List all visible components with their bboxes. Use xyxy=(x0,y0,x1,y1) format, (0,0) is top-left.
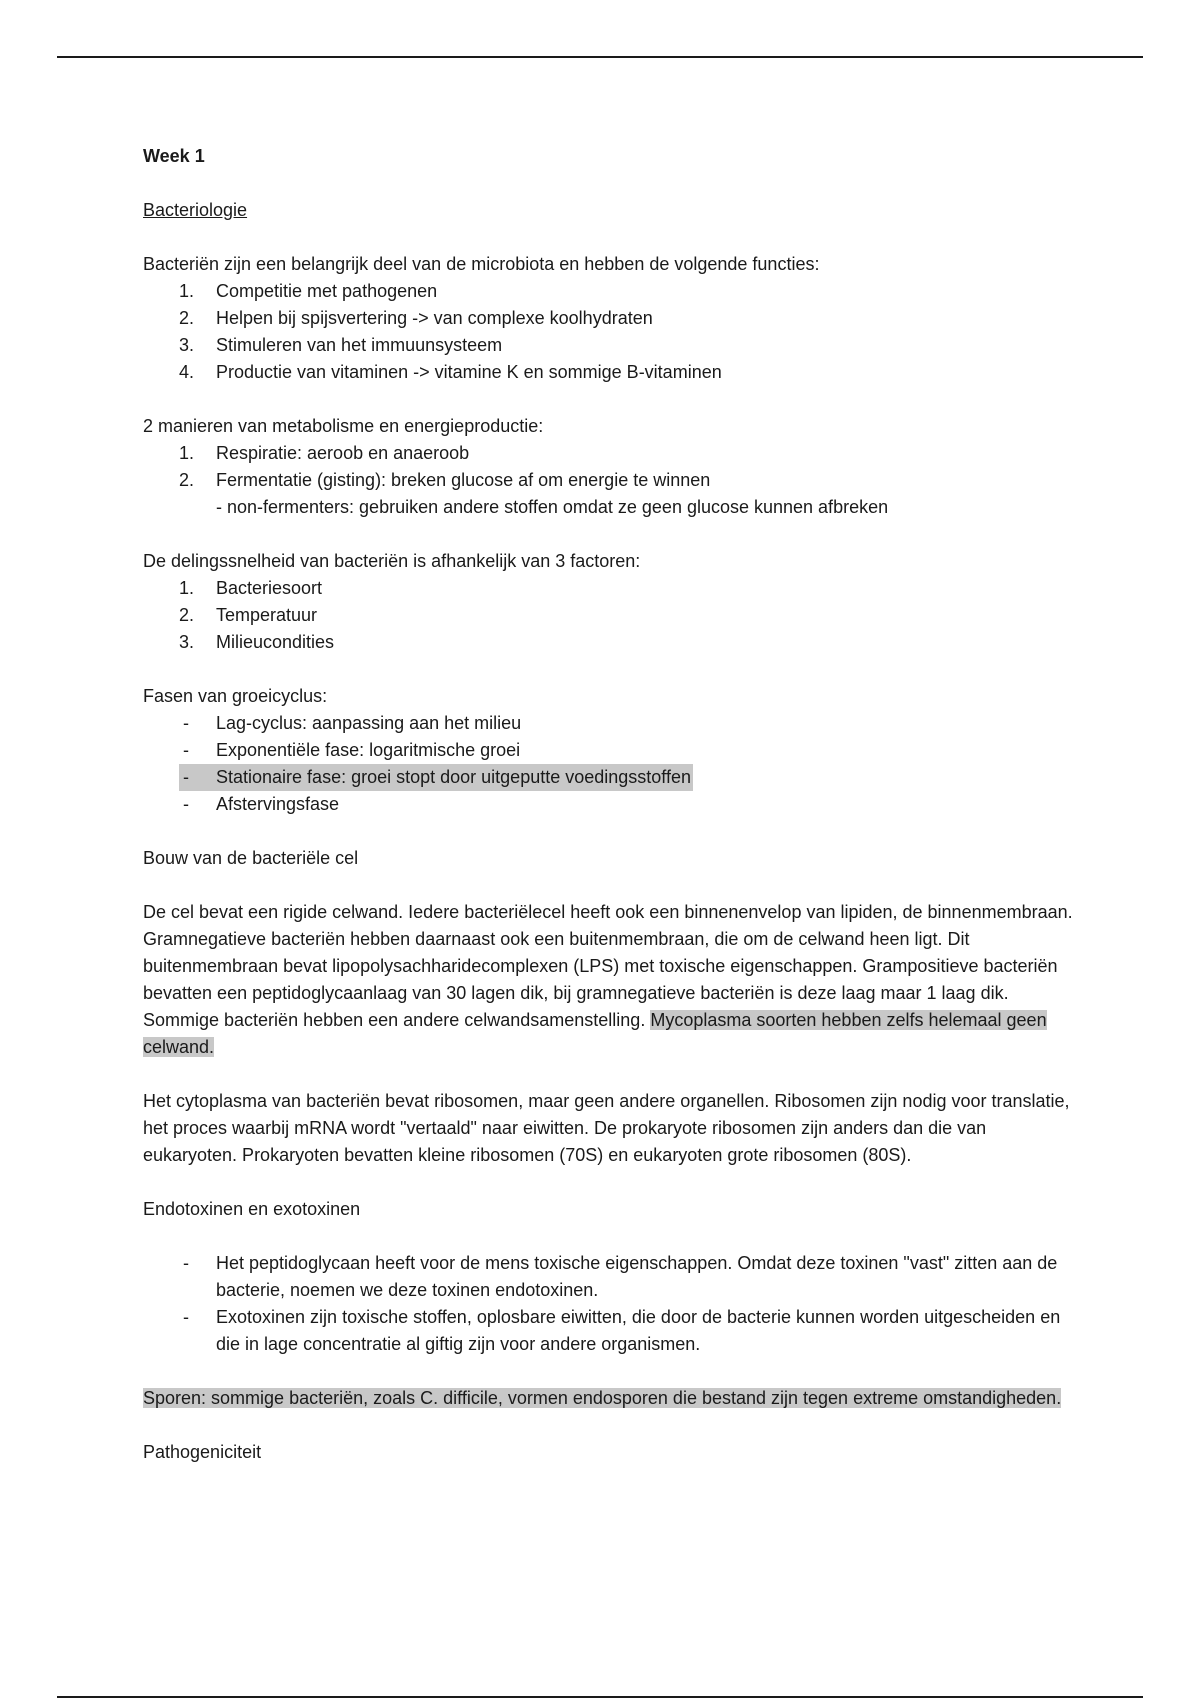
list-item: 1. Bacteriesoort xyxy=(179,578,323,598)
cell-highlight: Mycoplasma soorten hebben zelfs helemaal geen celwand. xyxy=(143,1010,1047,1057)
list-item: - Afstervingsfase xyxy=(183,794,340,814)
list-item: 1. Respiratie: aeroob en anaeroob xyxy=(179,443,470,463)
metabolism-intro: 2 manieren van metabolisme en energieproductie: xyxy=(143,416,544,436)
metabolism-list xyxy=(143,440,1073,494)
cell-heading: Bouw van de bacteriële cel xyxy=(143,848,359,868)
toxins-list xyxy=(143,1250,1073,1358)
list-item: 3. Milieucondities xyxy=(179,632,335,652)
division-list xyxy=(143,575,1073,656)
header-rule xyxy=(57,56,1143,58)
list-item: 2. Fermentatie (gisting): breken glucose af om energie te winnen xyxy=(179,470,711,490)
toxins-heading: Endotoxinen en exotoxinen xyxy=(143,1199,361,1219)
list-item: 1. Competitie met pathogenen xyxy=(179,281,438,301)
growth-intro: Fasen van groeicyclus: xyxy=(143,686,328,706)
list-item: 3. Stimuleren van het immuunsysteem xyxy=(179,335,503,355)
spores-highlight: Sporen: sommige bacteriën, zoals C. difficile, vormen endosporen die bestand zijn tegen extreme omstandigheden. xyxy=(143,1388,1062,1408)
list-item: 4. Productie van vitaminen -> vitamine K en sommige B-vitaminen xyxy=(179,362,722,382)
list-item: - Exotoxinen zijn toxische stoffen, oplosbare eiwitten, die door de bacterie kunnen worden uitgescheiden en die in lage concentratie al giftig zijn voor andere organismen. xyxy=(183,1307,1061,1354)
footer-rule xyxy=(57,1696,1143,1698)
list-item: - Het peptidoglycaan heeft voor de mens toxische eigenschappen. Omdat deze toxinen "vast" zitten aan de bacterie, noemen we deze toxinen endotoxinen. xyxy=(183,1253,1058,1300)
functions-intro: Bacteriën zijn een belangrijk deel van de microbiota en hebben de volgende functies: xyxy=(143,254,820,274)
week-title: Week 1 xyxy=(143,146,205,166)
document-body xyxy=(143,143,1073,1466)
growth-list xyxy=(143,710,1073,818)
cytoplasm-paragraph: Het cytoplasma van bacteriën bevat ribosomen, maar geen andere organellen. Ribosomen zijn nodig voor translatie, het proces waarbij mRNA wordt "vertaald" naar eiwitten. De prokaryote ribosomen zijn anders dan die van eukaryoten. Prokaryoten bevatten kleine ribosomen (70S) en eukaryoten grote ribosomen (80S). xyxy=(143,1091,1070,1165)
cell-paragraph: De cel bevat een rigide celwand. Iedere bacteriëlecel heeft ook een binnenenvelop van lipiden, de binnenmembraan. Gramnegatieve bacteriën hebben daarnaast ook een buitenmembraan, die om de celwand heen ligt. Dit buitenmembraan bevat lipopolysachharidecomplexen (LPS) met toxische eigenschappen. Grampositieve bacteriën bevatten een peptidoglycaanlaag van 30 lagen dik, bij gramnegatieve bacteriën is deze laag maar 1 laag dik. Sommige bacteriën hebben een andere celwandsamenstelling. Mycoplasma soorten hebben zelfs helemaal geen celwand. xyxy=(143,902,1073,1057)
list-item: - Exponentiële fase: logaritmische groei xyxy=(183,740,521,760)
list-item-highlighted xyxy=(143,764,1073,791)
pathogenicity-heading: Pathogeniciteit xyxy=(143,1442,262,1462)
list-item: - Lag-cyclus: aanpassing aan het milieu xyxy=(183,713,522,733)
division-intro: De delingssnelheid van bacteriën is afhankelijk van 3 factoren: xyxy=(143,551,641,571)
list-item: 2. Temperatuur xyxy=(179,605,318,625)
metabolism-sub-note: - non-fermenters: gebruiken andere stoffen omdat ze geen glucose kunnen afbreken xyxy=(216,497,889,517)
section-title: Bacteriologie xyxy=(143,200,248,220)
functions-list xyxy=(143,278,1073,386)
highlight: - Stationaire fase: groei stopt door uitgeputte voedingsstoffen xyxy=(179,764,693,791)
list-item: 2. Helpen bij spijsvertering -> van complexe koolhydraten xyxy=(179,308,653,328)
spores-paragraph xyxy=(143,1385,1073,1412)
